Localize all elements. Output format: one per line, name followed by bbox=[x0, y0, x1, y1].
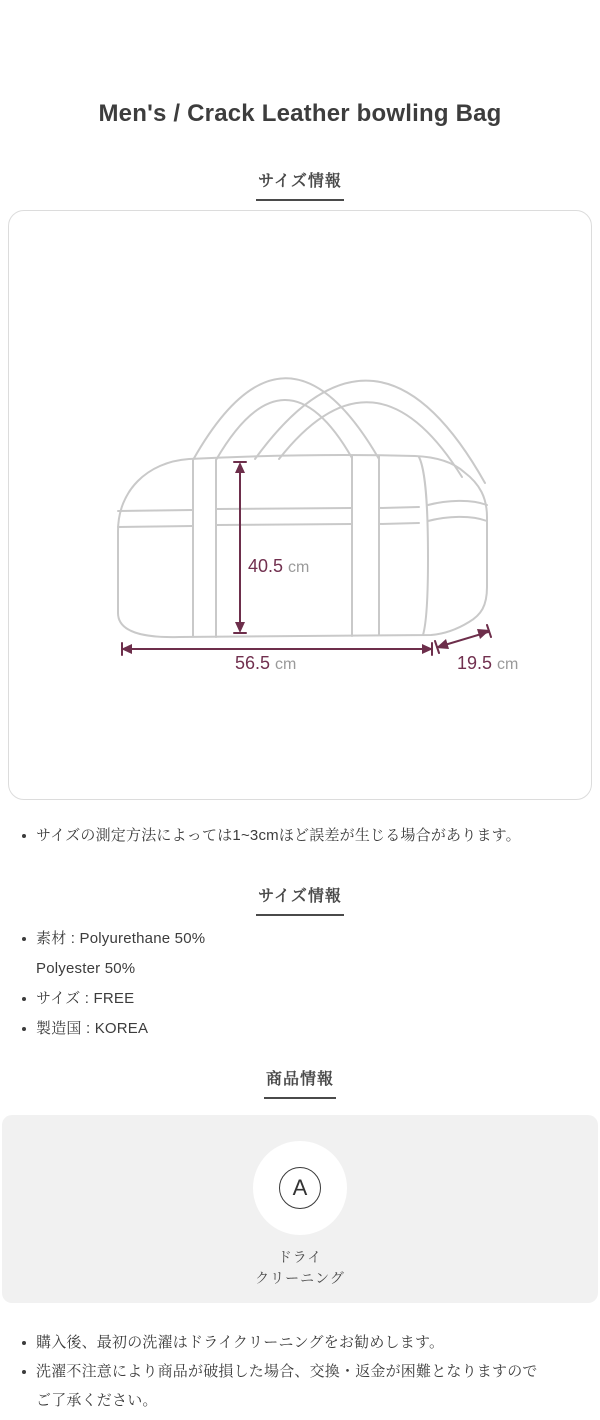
bullet-dot bbox=[22, 997, 26, 1001]
care-note-text bbox=[36, 1328, 444, 1357]
bag-handle-front-outer bbox=[193, 378, 379, 460]
bullet-dot bbox=[22, 937, 26, 941]
product-section-header bbox=[0, 1070, 600, 1099]
bullet-dot bbox=[22, 967, 26, 971]
depth-measure-label: 19.5 cm bbox=[457, 653, 519, 673]
bullet-dot bbox=[22, 834, 26, 838]
care-symbol-badge bbox=[253, 1141, 347, 1235]
height-measure-label: 40.5 cm bbox=[248, 556, 310, 576]
width-measure-label: 56.5 cm bbox=[235, 653, 297, 673]
product-section-header-label: 商品情報 bbox=[264, 1070, 336, 1099]
bag-outline-icon bbox=[118, 378, 487, 637]
spec-section-header bbox=[0, 887, 600, 916]
list-item bbox=[22, 954, 578, 984]
bag-side-divider bbox=[419, 457, 428, 635]
care-note-line: 洗濯不注意により商品が破損した場合、交換・返金が困難となりますので bbox=[36, 1363, 538, 1380]
spec-list bbox=[0, 924, 600, 1044]
size-section-header bbox=[0, 172, 600, 201]
bag-size-diagram bbox=[85, 359, 525, 694]
bullet-dot bbox=[22, 1370, 26, 1374]
care-symbol-label bbox=[2, 1247, 598, 1289]
list-item bbox=[22, 984, 578, 1014]
bag-handle-back-outer bbox=[255, 381, 485, 483]
bullet-dot bbox=[22, 1341, 26, 1345]
dry-cleaning-icon: A bbox=[279, 1167, 321, 1209]
bullet-dot bbox=[22, 1027, 26, 1031]
list-item bbox=[22, 1328, 578, 1357]
size-section-header-label: サイズ情報 bbox=[256, 172, 344, 201]
care-label-line: ドライ bbox=[277, 1249, 323, 1265]
list-item bbox=[22, 821, 578, 850]
measurement-arrowheads bbox=[121, 462, 490, 654]
care-label-line: クリーニング bbox=[255, 1270, 345, 1286]
list-item bbox=[22, 1014, 578, 1044]
page-title: Men's / Crack Leather bowling Bag bbox=[98, 100, 502, 127]
spec-size: サイズ : FREE bbox=[36, 990, 135, 1007]
spec-origin: 製造国 : KOREA bbox=[36, 1020, 149, 1037]
spec-material-continued: Polyester 50% bbox=[36, 960, 136, 977]
size-note-list bbox=[0, 821, 600, 850]
care-note-text bbox=[36, 1357, 538, 1415]
care-info-panel bbox=[2, 1115, 598, 1303]
spec-section-header-label: サイズ情報 bbox=[256, 887, 344, 916]
care-note-line: 購入後、最初の洗濯はドライクリーニングをお勧めします。 bbox=[36, 1334, 445, 1351]
care-note-list bbox=[0, 1328, 600, 1415]
size-note-text: サイズの測定方法によっては1~3cmほど誤差が生じる場合があります。 bbox=[36, 827, 521, 844]
care-note-line: ご了承ください。 bbox=[36, 1392, 158, 1409]
list-item bbox=[22, 1357, 578, 1415]
spec-material: 素材 : Polyurethane 50% bbox=[36, 930, 206, 947]
size-diagram-box bbox=[8, 210, 592, 800]
list-item bbox=[22, 924, 578, 954]
bag-handle-front-inner bbox=[216, 400, 352, 460]
bag-body bbox=[118, 455, 487, 637]
